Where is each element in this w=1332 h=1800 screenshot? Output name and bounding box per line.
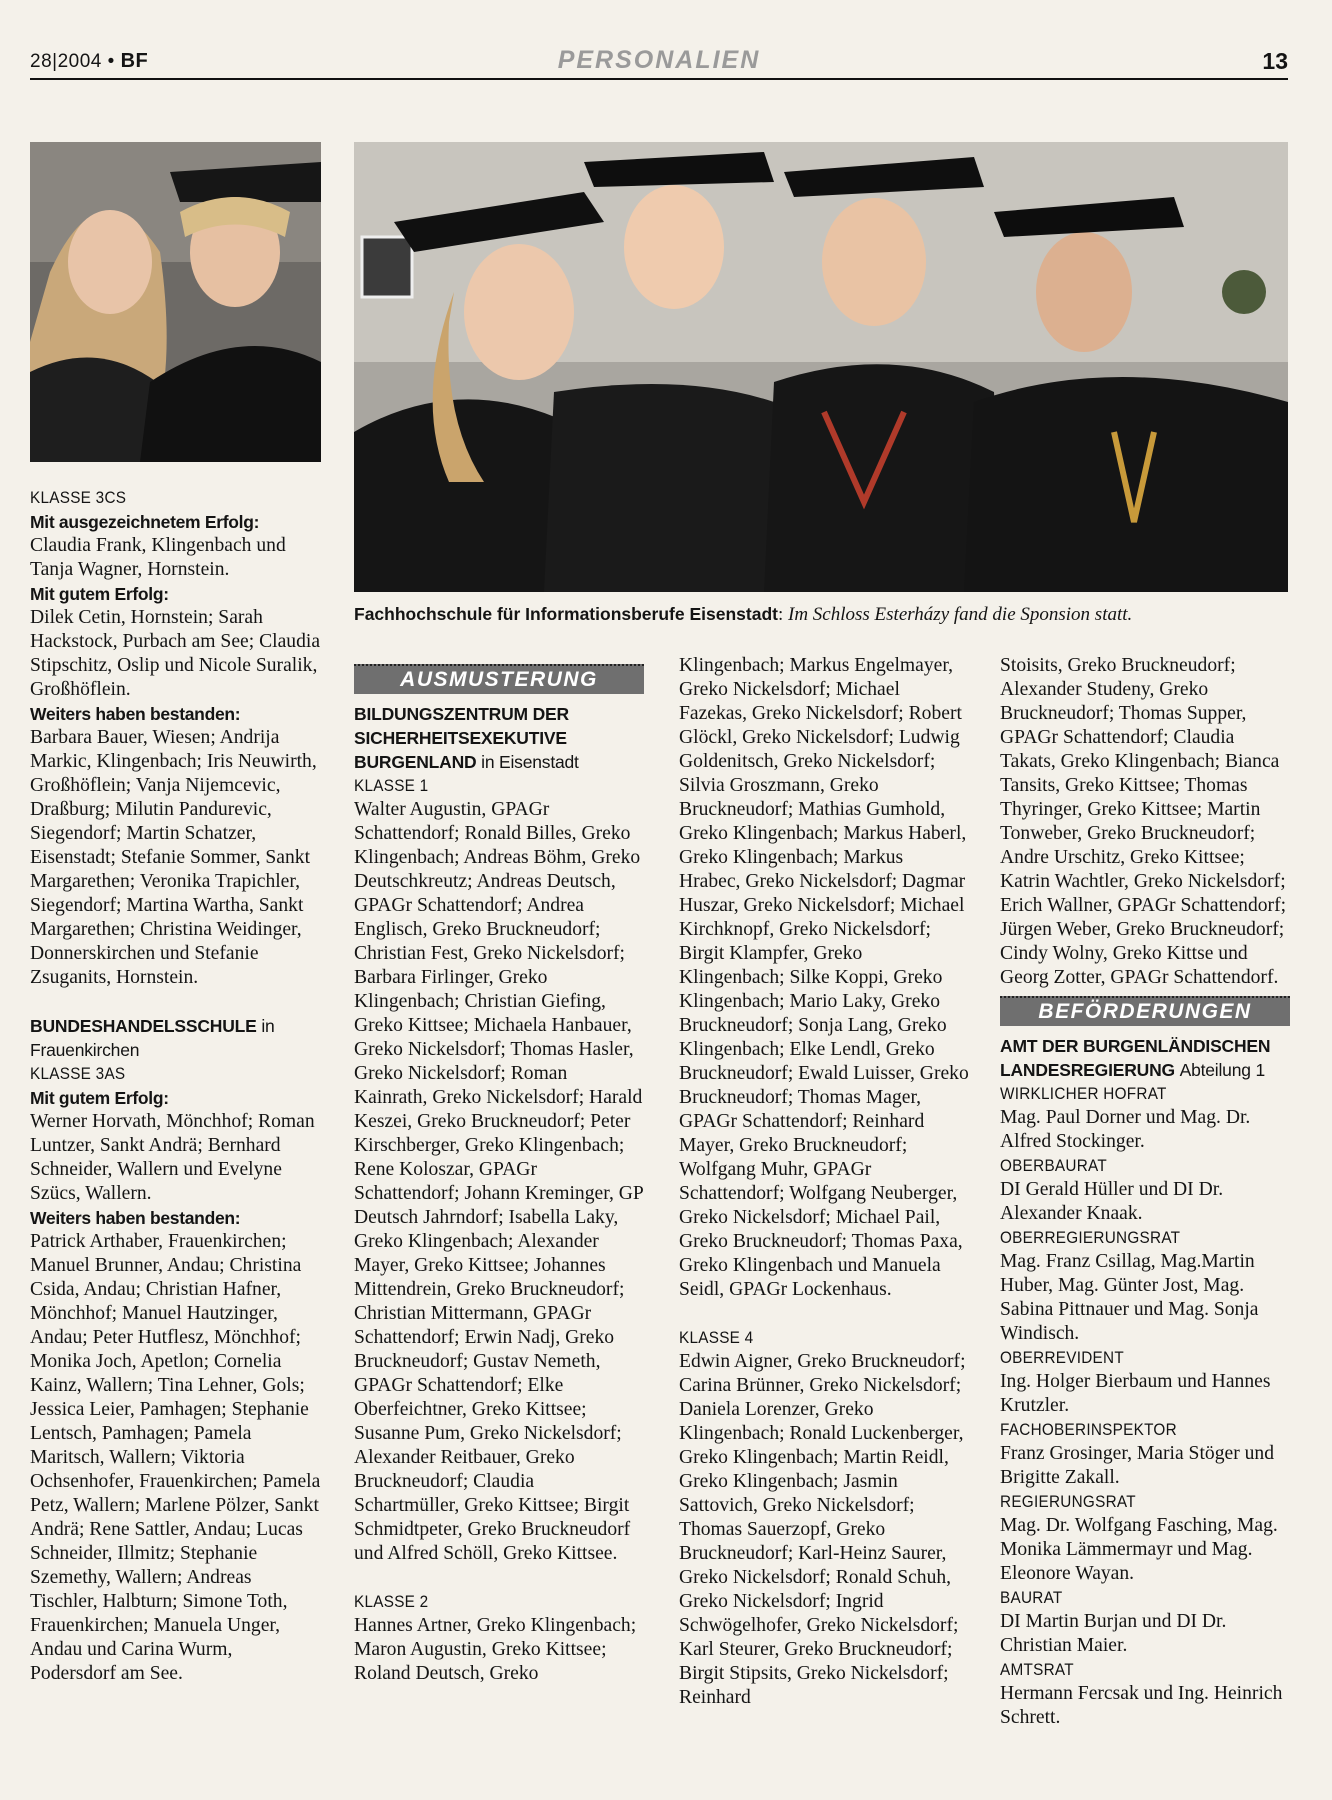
rank-label: AMTSRAT (1000, 1660, 1074, 1679)
name-list: Mag. Dr. Wolfgang Fasching, Mag. Monika Lämmermayr und Mag. Eleonore Wayan. (1000, 1515, 1278, 1584)
school-location: in Frauenkirchen (30, 1016, 275, 1060)
photo-caption (354, 604, 1294, 626)
caption-institution: Fachhochschule für Informationsberufe Eisenstadt (354, 604, 778, 624)
name-list: Hannes Artner, Greko Klingenbach; Maron Augustin, Greko Kittsee; Roland Deutsch, Greko (354, 1615, 637, 1684)
name-list: Ing. Holger Bierbaum und Hannes Krutzler. (1000, 1371, 1271, 1416)
result-heading: Weiters haben bestanden: (30, 704, 241, 724)
rank-label: REGIERUNGSRAT (1000, 1492, 1136, 1511)
brand-logo: BF (120, 50, 149, 72)
page-number: 13 (1262, 48, 1288, 74)
result-heading: Mit ausgezeichnetem Erfolg: (30, 512, 260, 532)
name-list: Klingenbach; Markus Engelmayer, Greko Nickelsdorf; Michael Fazekas, Greko Nickelsdorf; Robert Glöckl, Greko Nickelsdorf; Ludwig Goldenitsch, Greko Nickelsdorf; Silvia Groszmann, Greko Bruckneudorf; Mathias Gumhold, Greko Klingenbach; Markus Haberl, Greko Klingenbach; Markus Hrabec, Greko Nickelsdorf; Dagmar Huszar, Greko Nickelsdorf; Michael Kirchknopf, Greko Nickelsdorf; Birgit Klampfer, Greko Klingenbach; Silke Koppi, Greko Klingenbach; Mario Laky, Greko Bruckneudorf; Sonja Lang, Greko Klingenbach; Elke Lendl, Greko Bruckneudorf; Ewald Luisser, Greko Bruckneudorf; Thomas Mager, GPAGr Schattendorf; Reinhard Mayer, Greko Bruckneudorf; Wolfgang Muhr, GPAGr Schattendorf; Wolfgang Neuberger, Greko Nickelsdorf; Michael Pail, Greko Bruckneudorf; Thomas Paxa, Greko Klingenbach und Manuela Seidl, GPAGr Lockenhaus. (679, 655, 969, 1300)
name-list: Mag. Franz Csillag, Mag.Martin Huber, Mag. Günter Jost, Mag. Sabina Pittnauer und Mag. Sonja Windisch. (1000, 1251, 1259, 1344)
class-label: KLASSE 1 (354, 776, 429, 795)
caption-text: Im Schloss Esterházy fand die Sponsion statt. (788, 604, 1133, 625)
rank-label: OBERREVIDENT (1000, 1348, 1124, 1367)
class-label: KLASSE 4 (679, 1328, 754, 1347)
institution-name: BILDUNGSZENTRUM DER SICHERHEITSEXEKUTIVE BURGENLAND (354, 704, 569, 772)
column-4 (1000, 654, 1290, 1730)
photo-four-graduates (354, 142, 1288, 592)
institution-heading (354, 702, 644, 774)
name-list: Dilek Cetin, Hornstein; Sarah Hackstock, Purbach am See; Claudia Stipschitz, Oslip und Nicole Suralik, Großhöflein. (30, 607, 321, 700)
name-list: Barbara Bauer, Wiesen; Andrija Markic, Klingenbach; Iris Neuwirth, Großhöflein; Vanja Nijemcevic, Draßburg; Milutin Pandurevic, Siegendorf; Martin Schatzer, Eisenstadt; Stefanie Sommer, Sankt Margarethen; Veronika Trapichler, Siegendorf; Martina Wartha, Sankt Margarethen; Christina Weidinger, Donnerskirchen und Stefanie Zsuganits, Hornstein. (30, 727, 317, 988)
name-list: Patrick Arthaber, Frauenkirchen; Manuel Brunner, Andau; Christina Csida, Andau; Christian Hafner, Mönchhof; Manuel Hautzinger, Andau; Peter Hutflesz, Mönchhof; Monika Joch, Apetlon; Cornelia Kainz, Wallern; Tina Lehner, Gols; Jessica Leier, Pamhagen; Stephanie Lentsch, Pamhagen; Pamela Maritsch, Wallern; Viktoria Ochsenhofer, Frauenkirchen; Pamela Petz, Wallern; Marlene Pölzer, Sankt Andrä; Rene Sattler, Andau; Lucas Schneider, Illmitz; Stephanie Szemethy, Wallern; Andreas Tischler, Halbturn; Simone Toth, Frauenkirchen; Manuela Unger, Andau und Carina Wurm, Podersdorf am See. (30, 1231, 321, 1684)
rank-label: BAURAT (1000, 1588, 1063, 1607)
issue-number: 28|2004 • (30, 51, 115, 72)
name-list: Stoisits, Greko Bruckneudorf; Alexander Studeny, Greko Bruckneudorf; Thomas Supper, GPAGr Schattendorf; Claudia Takats, Greko Klingenbach; Bianca Tansits, Greko Kittsee; Thomas Thyringer, Greko Kittsee; Martin Tonweber, Greko Bruckneudorf; Andre Urschitz, Greko Kittsee; Katrin Wachtler, Greko Nickelsdorf; Erich Wallner, GPAGr Schattendorf; Jürgen Weber, Greko Bruckneudorf; Cindy Wolny, Greko Kittse und Georg Zotter, GPAGr Schattendorf. (1000, 655, 1287, 988)
name-list: Edwin Aigner, Greko Bruckneudorf; Carina Brünner, Greko Nickelsdorf; Daniela Lorenzer, Greko Klingenbach; Ronald Luckenberger, Greko Klingenbach; Martin Reidl, Greko Klingenbach; Jasmin Sattovich, Greko Nickelsdorf; Thomas Sauerzopf, Greko Bruckneudorf; Karl-Heinz Saurer, Greko Nickelsdorf; Ronald Schuh, Greko Nickelsdorf; Ingrid Schwögelhofer, Greko Nickelsdorf; Karl Steurer, Greko Bruckneudorf; Birgit Stipsits, Greko Nickelsdorf; Reinhard (679, 1351, 966, 1708)
caption-colon: : (777, 604, 784, 625)
name-list: Werner Horvath, Mönchhof; Roman Luntzer, Sankt Andrä; Bernhard Schneider, Wallern und Evelyne Szücs, Wallern. (30, 1111, 315, 1204)
name-list: Franz Grosinger, Maria Stöger und Brigitte Zakall. (1000, 1443, 1275, 1488)
column-1 (30, 486, 321, 1686)
section-title: PERSONALIEN (557, 46, 761, 74)
school-name: BUNDESHANDELSSCHULE (30, 1016, 257, 1036)
institution-department: Abteilung 1 (1179, 1060, 1265, 1080)
page-header (30, 44, 1288, 80)
rank-label: FACHOBERINSPEKTOR (1000, 1420, 1177, 1439)
column-3 (679, 654, 969, 1710)
photo-two-graduates (30, 142, 321, 462)
result-heading: Mit gutem Erfolg: (30, 1088, 169, 1108)
class-label: KLASSE 3AS (30, 1064, 126, 1083)
school-heading (30, 1014, 321, 1062)
institution-name: AMT DER BURGENLÄNDISCHEN LANDESREGIERUNG (1000, 1036, 1271, 1080)
class-label: KLASSE 2 (354, 1592, 429, 1611)
institution-location: in Eisenstadt (481, 752, 579, 772)
section-banner-befoerderungen: BEFÖRDERUNGEN (1000, 996, 1290, 1026)
name-list: DI Martin Burjan und DI Dr. Christian Maier. (1000, 1611, 1227, 1656)
section-banner-ausmusterung: AUSMUSTERUNG (354, 664, 644, 694)
rank-label: OBERREGIERUNGSRAT (1000, 1228, 1181, 1247)
name-list: Mag. Paul Dorner und Mag. Dr. Alfred Stockinger. (1000, 1107, 1251, 1152)
class-label: KLASSE 3CS (30, 488, 127, 507)
name-list: DI Gerald Hüller und DI Dr. Alexander Knaak. (1000, 1179, 1224, 1224)
result-heading: Weiters haben bestanden: (30, 1208, 241, 1228)
institution-heading (1000, 1034, 1290, 1082)
name-list: Walter Augustin, GPAGr Schattendorf; Ronald Billes, Greko Klingenbach; Andreas Böhm, Greko Deutschkreutz; Andreas Deutsch, GPAGr Schattendorf; Andrea Englisch, Greko Bruckneudorf; Christian Fest, Greko Nickelsdorf; Barbara Firlinger, Greko Klingenbach; Christian Giefing, Greko Kittsee; Michaela Hanbauer, Greko Nickelsdorf; Thomas Hasler, Greko Nickelsdorf; Roman Kainrath, Greko Nickelsdorf; Harald Keszei, Greko Bruckneudorf; Peter Kirschberger, Greko Klingenbach; Rene Koloszar, GPAGr Schattendorf; Johann Kreminger, GP Deutsch Jahrndorf; Isabella Laky, Greko Klingenbach; Alexander Mayer, Greko Kittsee; Johannes Mittendrein, Greko Bruckneudorf; Christian Mittermann, GPAGr Schattendorf; Erwin Nadj, Greko Bruckneudorf; Gustav Nemeth, GPAGr Schattendorf; Elke Oberfeichtner, Greko Kittsee; Susanne Pum, Greko Nickelsdorf; Alexander Reitbauer, Greko Bruckneudorf; Claudia Schartmüller, Greko Kittsee; Birgit Schmidtpeter, Greko Bruckneudorf und Alfred Schöll, Greko Kittsee. (354, 799, 644, 1564)
rank-label: WIRKLICHER HOFRAT (1000, 1084, 1167, 1103)
name-list: Claudia Frank, Klingenbach und Tanja Wagner, Hornstein. (30, 535, 286, 580)
column-2 (354, 658, 644, 1686)
rank-label: OBERBAURAT (1000, 1156, 1107, 1175)
result-heading: Mit gutem Erfolg: (30, 584, 169, 604)
name-list: Hermann Fercsak und Ing. Heinrich Schrett. (1000, 1683, 1283, 1728)
